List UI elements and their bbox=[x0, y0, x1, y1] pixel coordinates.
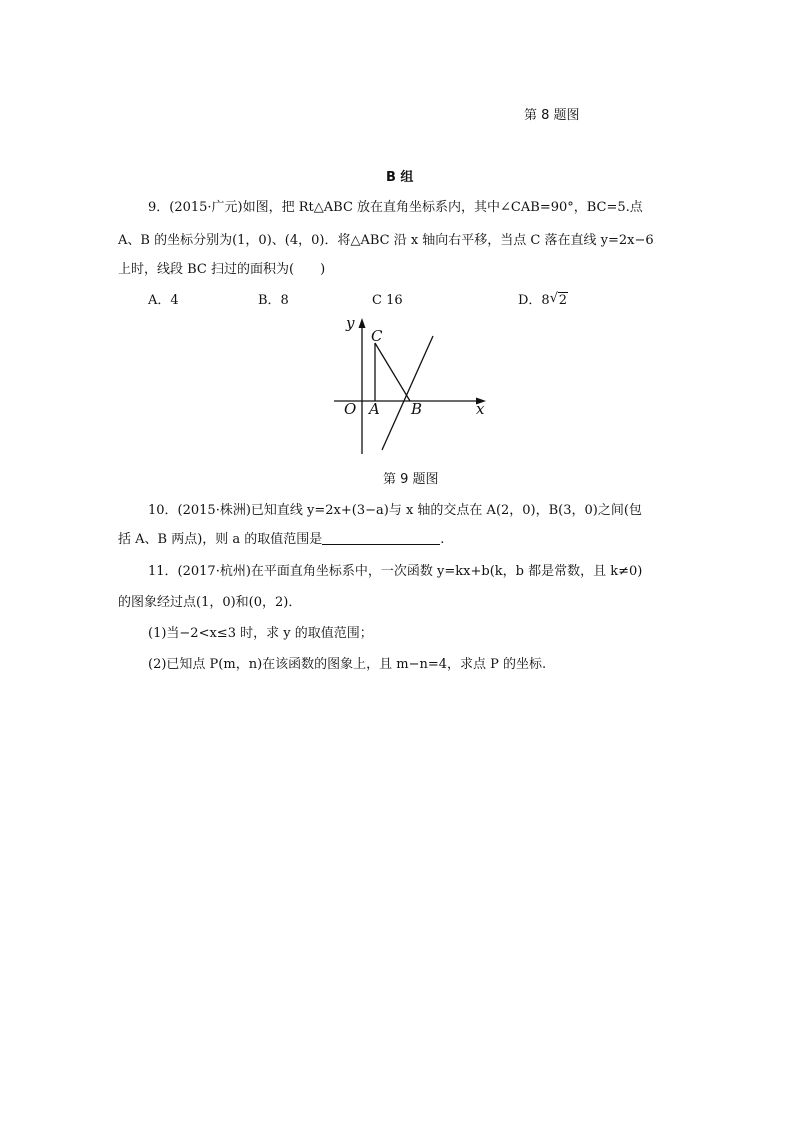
y-axis-arrow bbox=[359, 318, 366, 328]
q11-line-2: 的图象经过点(1，0)和(0，2)． bbox=[118, 595, 302, 610]
q9-option-d bbox=[518, 292, 568, 310]
point-b-label: B bbox=[411, 400, 423, 418]
origin-label: O bbox=[344, 400, 357, 418]
figure-9-coordinate-plot bbox=[326, 314, 496, 458]
q10-line-1: 10．(2015·株洲)已知直线 y=2x+(3−a)与 x 轴的交点在 A(2，0)，B(3，0)之间(包 bbox=[148, 503, 642, 518]
q9-option-a: A．4 bbox=[148, 293, 179, 308]
q10-line-2-text: 括 A、B 两点)，则 a 的取值范围是 bbox=[118, 532, 323, 547]
x-axis-label: x bbox=[476, 400, 485, 418]
figure-8-caption: 第 8 题图 bbox=[524, 108, 580, 123]
q9-option-d-prefix: D．8 bbox=[518, 293, 550, 308]
segment-cb bbox=[375, 343, 410, 401]
point-a-label: A bbox=[369, 400, 380, 418]
q10-line-2-end: . bbox=[440, 532, 445, 547]
q11-line-1: 11．(2017·杭州)在平面直角坐标系中，一次函数 y=kx+b(k，b 都是常数，且 k≠0) bbox=[148, 564, 643, 579]
q9-option-c: C 16 bbox=[372, 293, 403, 308]
y-axis-label: y bbox=[346, 314, 355, 332]
q9-option-d-radicand: 2 bbox=[558, 293, 567, 308]
q9-option-b: B．8 bbox=[258, 293, 289, 308]
line-y-2x-6 bbox=[382, 336, 433, 450]
q11-part-2: (2)已知点 P(m，n)在该函数的图象上，且 m−n=4，求点 P 的坐标. bbox=[148, 657, 547, 672]
q10-line-2 bbox=[118, 530, 444, 549]
q9-line-2: A、B 的坐标分别为(1，0)、(4，0)．将△ABC 沿 x 轴向右平移，当点 C 落在直线 y=2x−6 bbox=[118, 233, 654, 248]
group-title: B 组 bbox=[386, 170, 414, 185]
sqrt-symbol: √ 2 bbox=[549, 291, 567, 308]
point-c-label: C bbox=[371, 327, 383, 345]
q11-part-1: (1)当−2<x≤3 时，求 y 的取值范围； bbox=[148, 626, 373, 641]
q9-line-3: 上时，线段 BC 扫过的面积为( ) bbox=[118, 262, 326, 277]
answer-blank[interactable] bbox=[322, 530, 440, 545]
q9-line-1: 9．(2015·广元)如图，把 Rt△ABC 放在直角坐标系内，其中∠CAB=90°，BC=5.点 bbox=[148, 200, 643, 215]
figure-9-caption: 第 9 题图 bbox=[383, 472, 439, 487]
